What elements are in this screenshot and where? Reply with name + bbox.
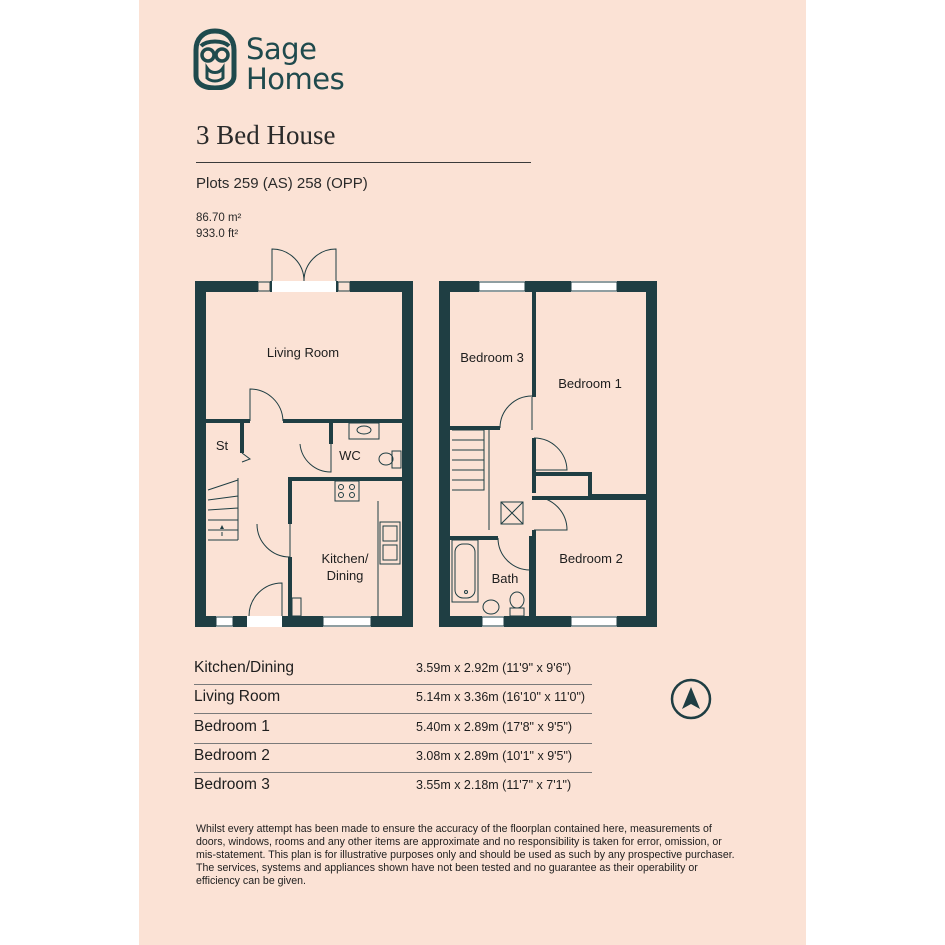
plots-label: Plots 259 (AS) 258 (OPP): [196, 175, 368, 192]
room-living-label: Living Room: [266, 345, 340, 360]
room-bedroom2-label: Bedroom 2: [559, 551, 623, 566]
spec-row: [194, 684, 592, 714]
room-kitchen-line2: Dining: [326, 568, 364, 583]
spec-dims: 5.14m x 3.36m (16'10" x 11'0"): [416, 690, 586, 704]
spec-name: Living Room: [194, 688, 281, 705]
spec-row: [194, 655, 592, 685]
spec-name: Kitchen/Dining: [194, 659, 294, 676]
brand-name-line2: Homes: [246, 62, 345, 96]
spec-dims: 3.55m x 2.18m (11'7" x 7'1"): [416, 778, 572, 792]
brand-name-line1: Sage: [246, 32, 317, 66]
area-imperial: 933.0 ft²: [196, 228, 239, 240]
spec-row: [194, 772, 592, 801]
spec-row: [194, 743, 592, 773]
first-floor-walls: [439, 281, 657, 627]
room-bath-label: Bath: [491, 571, 519, 586]
spec-row: [194, 714, 592, 744]
spec-dims: 3.59m x 2.92m (11'9" x 9'6"): [416, 661, 572, 675]
spec-dims: 3.08m x 2.89m (10'1" x 9'5"): [416, 749, 573, 763]
spec-dims: 5.40m x 2.89m (17'8" x 9'5"): [416, 720, 573, 734]
room-bedroom1-label: Bedroom 1: [558, 376, 622, 391]
area-metric: 86.70 m²: [196, 212, 242, 224]
room-bedroom3-label: Bedroom 3: [460, 350, 524, 365]
spec-name: Bedroom 3: [194, 776, 270, 793]
disclaimer-text: Whilst every attempt has been made to ensure the accuracy of the floorplan contained here, measurements of doors, windows, rooms and any other items are approximate and no responsibility is taken for error, omission, or mis-statement. This plan is for illustrative purposes only and should be used as such by any prospective purchaser. The services, systems and appliances shown have not been tested and no guarantee as their operability or efficiency can be given.: [196, 823, 735, 887]
room-store-label: St: [215, 438, 229, 453]
north-arrow-icon: [670, 678, 712, 720]
room-kitchen-line1: Kitchen/: [321, 551, 369, 566]
spec-name: Bedroom 2: [194, 747, 270, 764]
page-title: 3 Bed House: [196, 120, 336, 150]
room-wc-label: WC: [339, 448, 361, 463]
spec-name: Bedroom 1: [194, 718, 270, 735]
room-kitchen-label: [310, 550, 380, 584]
ground-floor-walls: [195, 281, 413, 627]
